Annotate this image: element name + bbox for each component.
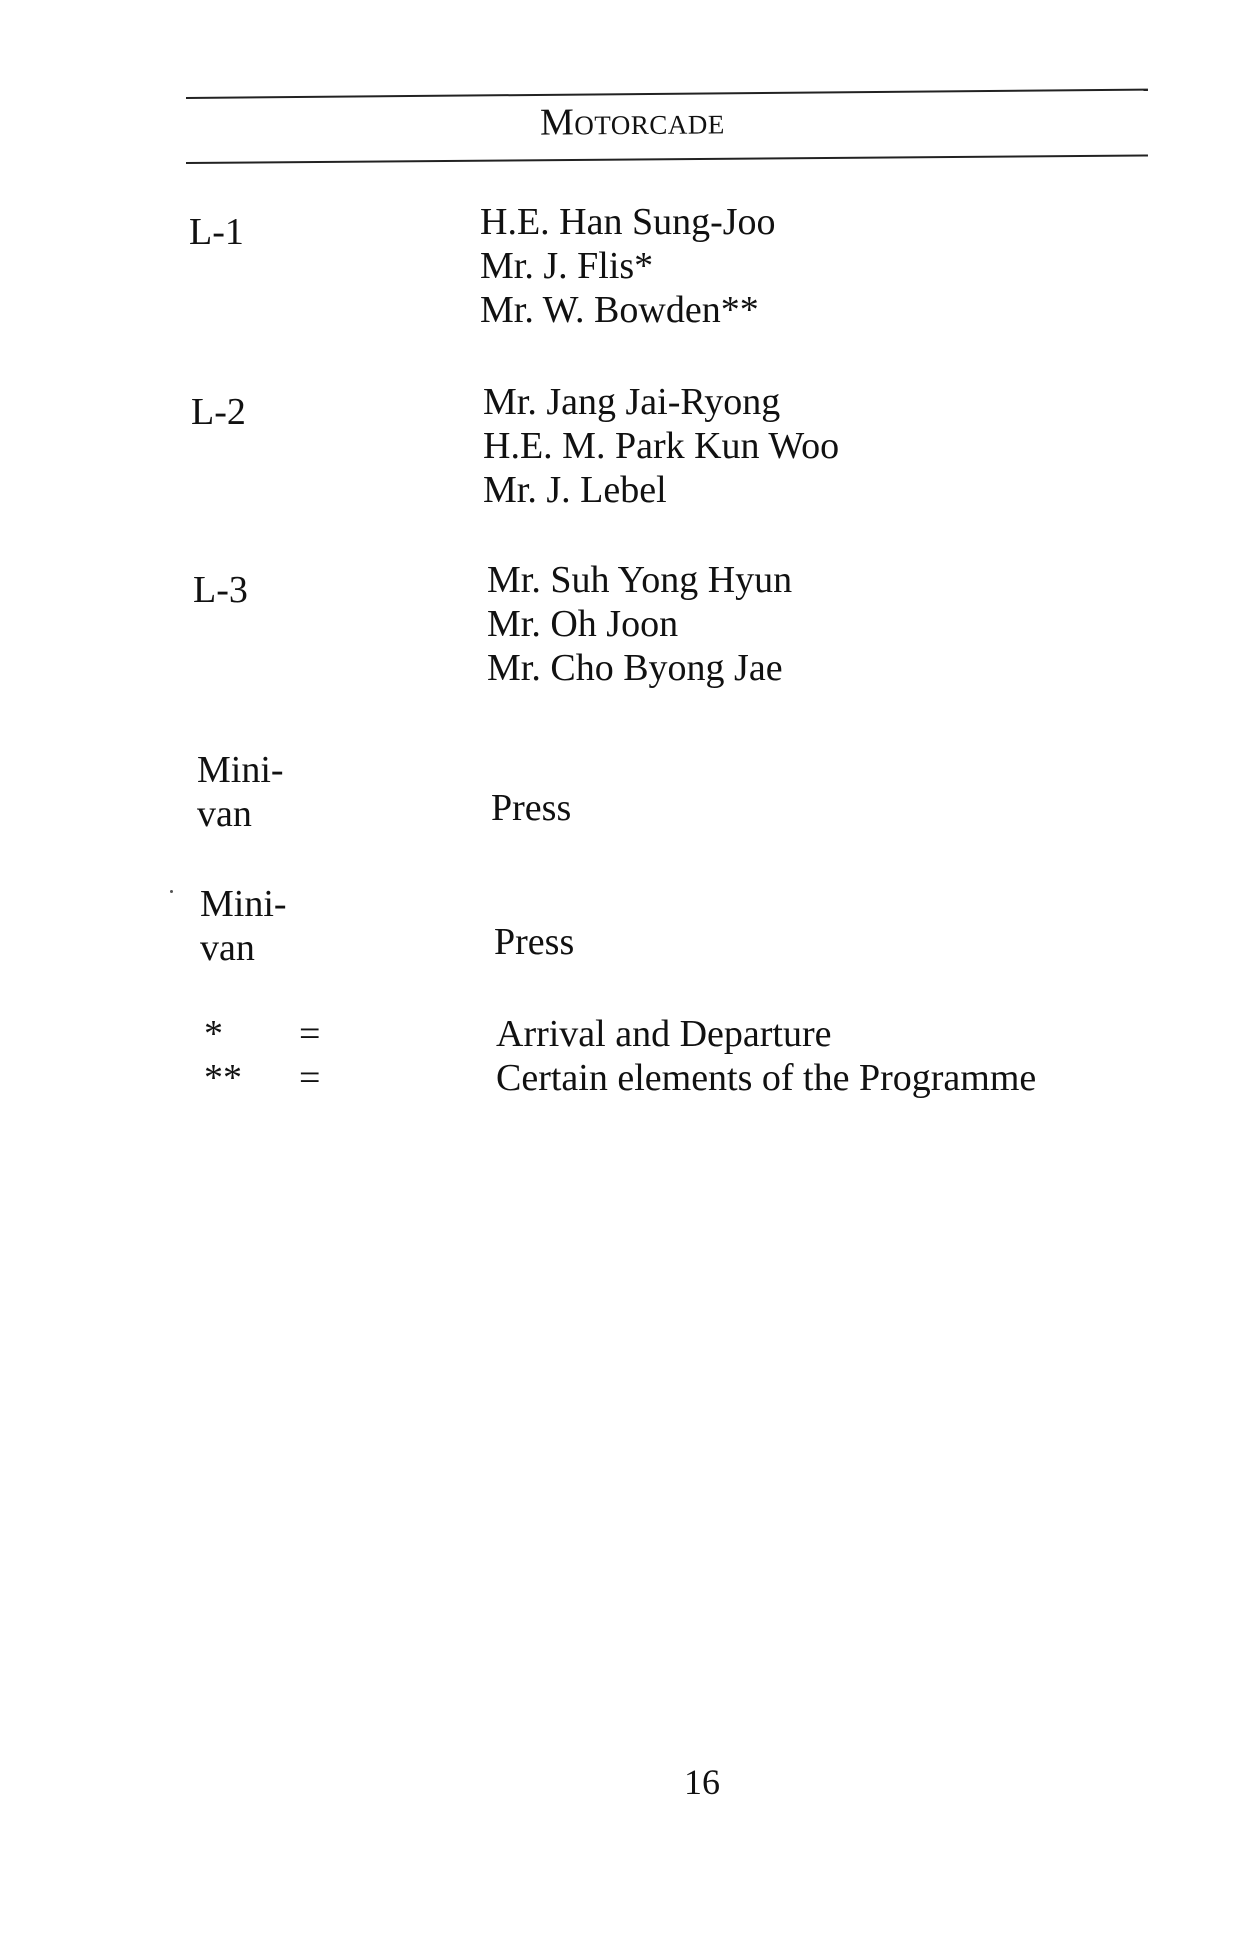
passenger-list xyxy=(483,380,839,512)
passenger-name: Mr. Cho Byong Jae xyxy=(487,647,783,689)
passenger-name: Press xyxy=(491,787,572,829)
vehicle-label: L-3 xyxy=(193,569,248,611)
passenger-list xyxy=(487,558,792,690)
vehicle-label: L-2 xyxy=(191,391,246,433)
legend-description: Certain elements of the Programme xyxy=(496,1057,1037,1099)
scan-speck xyxy=(170,890,173,893)
legend-equals: = xyxy=(299,1057,321,1099)
passenger-list xyxy=(480,200,776,332)
passenger-name: Mr. Suh Yong Hyun xyxy=(487,559,793,601)
legend-symbol: ** xyxy=(204,1057,242,1099)
passenger-list xyxy=(491,786,571,830)
passenger-name: Mr. J. Flis* xyxy=(480,245,654,287)
passenger-name: Mr. J. Lebel xyxy=(483,469,667,511)
page-title: Motorcade xyxy=(539,100,725,144)
passenger-list xyxy=(494,920,574,964)
legend-description: Arrival and Departure xyxy=(496,1013,832,1055)
vehicle-label: Mini- van xyxy=(200,883,287,969)
passenger-name: Press xyxy=(494,921,575,963)
page-number: 16 xyxy=(684,1762,720,1802)
header-top-rule xyxy=(186,89,1148,99)
header-bottom-rule xyxy=(186,154,1148,164)
vehicle-label: L-1 xyxy=(189,211,244,253)
passenger-name: Mr. Jang Jai-Ryong xyxy=(483,381,781,423)
legend-symbol: * xyxy=(204,1013,223,1055)
passenger-name: Mr. Oh Joon xyxy=(487,603,679,645)
legend-equals: = xyxy=(299,1013,321,1055)
passenger-name: H.E. Han Sung-Joo xyxy=(480,201,776,243)
passenger-name: Mr. W. Bowden** xyxy=(480,289,759,331)
vehicle-label: Mini- van xyxy=(197,749,284,835)
passenger-name: H.E. M. Park Kun Woo xyxy=(483,425,840,467)
